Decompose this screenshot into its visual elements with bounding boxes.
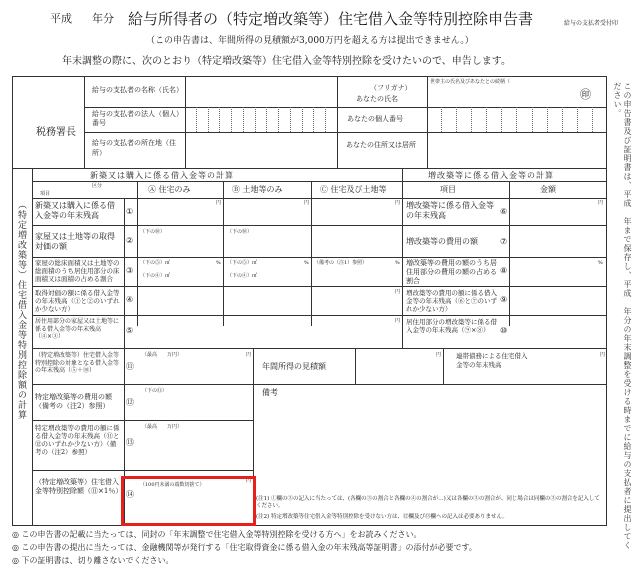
applicant-address-field[interactable] (428, 133, 606, 167)
tax-office-label: 税務署長 (36, 127, 76, 138)
payer-number-field[interactable] (185, 107, 337, 132)
row5-label: 居住用部分の家屋又は土地等に係る借入金等の年末残高（④×③） (35, 318, 120, 340)
form-title: 給与所得者の（特定増改築等）住宅借入金等特別控除申告書 (128, 10, 534, 28)
income-estimate-label: 年間所得の見積額 (262, 362, 326, 371)
yen-r14: 円 (246, 478, 252, 484)
row3-num: ③ (126, 266, 134, 275)
row3-label: 家屋の総床面積又は土地等の総面積のうち居住用部分の床面積又は面積の占める割合 (35, 259, 120, 283)
col-c-header: Ⓒ 住宅及び土地等 (320, 185, 387, 194)
row3-sub1-a: （下の⑤）㎡ (140, 260, 171, 266)
item-label: 項目 (40, 191, 51, 197)
stamp-note: 給与の支払者受付印 (564, 20, 619, 27)
row4-label: 取得対価の額に係る借入金等の年末残高（①と②のいずれか少ない方） (35, 289, 120, 313)
right-row10-label: 居住用部分の増改築等に係る借入金等の年末残高（⑨×⑧） (406, 318, 497, 334)
payer-address-field[interactable] (186, 133, 336, 167)
biko-label: 備考 (262, 388, 278, 397)
row12-sub: （下の⑪） (142, 388, 168, 394)
footer-note-2: ◎ この申告書の提出に当たっては、金融機関等が発行する「住宅取得資金に係る借入金の年末残高等証明書」の添付が必要です。 (12, 543, 477, 552)
row11-num: ⑪ (126, 362, 134, 371)
yen-r5c: 円 (395, 318, 401, 324)
deduction-vertical-label: （特定増改築等）住宅借入金等特別控除額の計算 (16, 200, 26, 420)
yen-r1a: 円 (216, 200, 222, 206)
row13-sub: （最高 万円） (142, 424, 183, 430)
applicant-name-field[interactable] (428, 86, 578, 106)
row14-label: （特定増改築等）住宅借入金等特別控除額（⑪×1％） (35, 478, 123, 495)
income-estimate-field[interactable] (356, 350, 440, 382)
row2-sub-a: （下の⑩） (140, 229, 166, 235)
householder-note: 世帯主の氏名及びあなたとの続柄（ (430, 79, 511, 85)
right-row8-label: 増改築等の費用の額のうち居住用部分の費用の額の占める割合 (406, 259, 497, 285)
row14-num: ⑭ (126, 490, 134, 499)
right-row8-num: ⑧ (500, 266, 508, 275)
right-header: 増改築等に係る借入金等の計算 (428, 171, 554, 180)
payer-name-label: 給与の支払者の名称（氏名） (92, 86, 183, 94)
pct-r8: % (598, 260, 603, 266)
furigana-label: （フリガナ） (370, 84, 412, 92)
seal-mark: ㊞ (580, 88, 591, 101)
note2-text: (注2) 特定増改築等住宅借入金等特別控除を受けない方は、⑫欄及び⑬欄への記入は必要ありません。 (256, 514, 508, 520)
right-row9-label: 増改築等の費用の額に係る借入金等の年末残高（⑥と⑦のいずれか少ない方） (406, 289, 497, 313)
note1-text: (注1) ①欄の③の記入に当たっては、(各欄の③の割合と各欄の④の割合が…)又は各欄の③の割合が、同じ場合は同欄の③の割合を記入してください。 (256, 496, 600, 509)
payer-address-label: 給与の支払者の所在地（住所） (92, 139, 176, 157)
payer-name-field[interactable] (186, 78, 336, 106)
form-intro: 年末調整の際に、次のとおり（特定増改築等）住宅借入金等特別控除を受けたいので、申告します。 (62, 56, 511, 67)
row11-label: （特定増改築等）住宅借入金等特別控除の対象となる借入金等の年末残高（⑤＋⑩） (35, 352, 120, 374)
payer-number-label: 給与の支払者の法人（個人）番号 (92, 110, 180, 127)
pct-r3b: % (304, 260, 309, 266)
yen-r4c: 円 (395, 289, 401, 295)
row4-num: ④ (126, 295, 134, 304)
year-suffix: 年分 (92, 12, 114, 25)
col-b-header: Ⓑ 土地等のみ (232, 185, 283, 194)
era-label: 平成 (50, 12, 72, 25)
yen-r11: 円 (246, 352, 252, 358)
yen-r6: 円 (598, 200, 604, 206)
highlighted-deduction-amount-field[interactable] (121, 476, 256, 526)
row2-sub-b: （下の⑩） (227, 229, 253, 235)
row12-num: ⑫ (126, 398, 134, 407)
joint-debt-label: 連帯債務による住宅借入金等の年末残高 (456, 352, 528, 369)
right-row7-label: 増改築等の費用の額 (406, 237, 478, 246)
right-row6-num: ⑥ (500, 207, 508, 216)
row3-sub1-b: （下の⑤）㎡ (227, 260, 258, 266)
applicant-number-field[interactable] (427, 107, 607, 132)
row2-num: ② (126, 236, 134, 245)
pct-r3a: % (216, 260, 221, 266)
row13-num: ⑬ (126, 438, 134, 447)
yen-r1c: 円 (395, 200, 401, 206)
footer-note-3: ◎ 下の証明書は、切り離さないでください。 (12, 556, 174, 565)
yen-r1b: 円 (304, 200, 310, 206)
yen-income: 円 (436, 352, 442, 358)
yen-joint: 円 (600, 352, 606, 358)
col-a-header: Ⓐ 住宅のみ (148, 185, 191, 194)
main-header: 新築又は購入に係る借入金等の計算 (90, 171, 234, 180)
row14-sub: （100円未満の端数切捨て） (140, 482, 205, 488)
pct-r3c: % (395, 260, 400, 266)
right-row7-num: ⑦ (500, 237, 508, 246)
kubun-label: 区分 (92, 183, 103, 189)
footer-note-1: ◎ この申告書の記載に当たっては、同封の「年末調整で住宅借入金等特別控除を受ける方へ」をお読みください。 (12, 530, 422, 539)
right-amount-header: 金額 (540, 185, 556, 194)
row1-label: 新築又は購入に係る借入金等の年末残高 (35, 201, 115, 220)
right-item-header: 項目 (440, 185, 456, 194)
row11-sub: （最高 万円） (142, 352, 183, 358)
row3-sub2-b: （下の④）㎡ (227, 273, 258, 279)
row3-sub3: （備考の（注1）参照） (314, 260, 368, 266)
row1-num: ① (126, 207, 134, 216)
applicant-address-label: あなたの住所又は居所 (346, 141, 416, 149)
applicant-number-label: あなたの個人番号 (347, 115, 403, 123)
stamp-box (562, 6, 624, 56)
form-subnote: （この申告書は、年間所得の見積額が3,000万円を超える方は提出できません。） (146, 36, 474, 46)
right-row9-num: ⑨ (500, 295, 508, 304)
side-note: この申告書及び証明書は、平成 年まで保存し、平成 年分の年末調整を受ける時までに給与の支払者に提出してください。 (613, 82, 632, 550)
right-row6-label: 増改築等に係る借入金等の年末残高 (406, 201, 494, 220)
row13-label: 特定増改築等の費用の額に係る借入金等の年末残高（⑪と⑫のいずれか少ない方）（備考の（注2）参照） (35, 424, 120, 456)
row2-label: 家屋又は土地等の取得対価の額 (35, 232, 115, 251)
row3-sub2-a: （下の④）㎡ (140, 273, 171, 279)
row12-label: 特定増改築等の費用の額（備考の（注2）参照） (35, 393, 112, 410)
row5-num: ⑤ (126, 326, 134, 335)
right-row10-num: ⑩ (500, 326, 508, 335)
applicant-name-label: あなたの氏名 (356, 95, 398, 103)
